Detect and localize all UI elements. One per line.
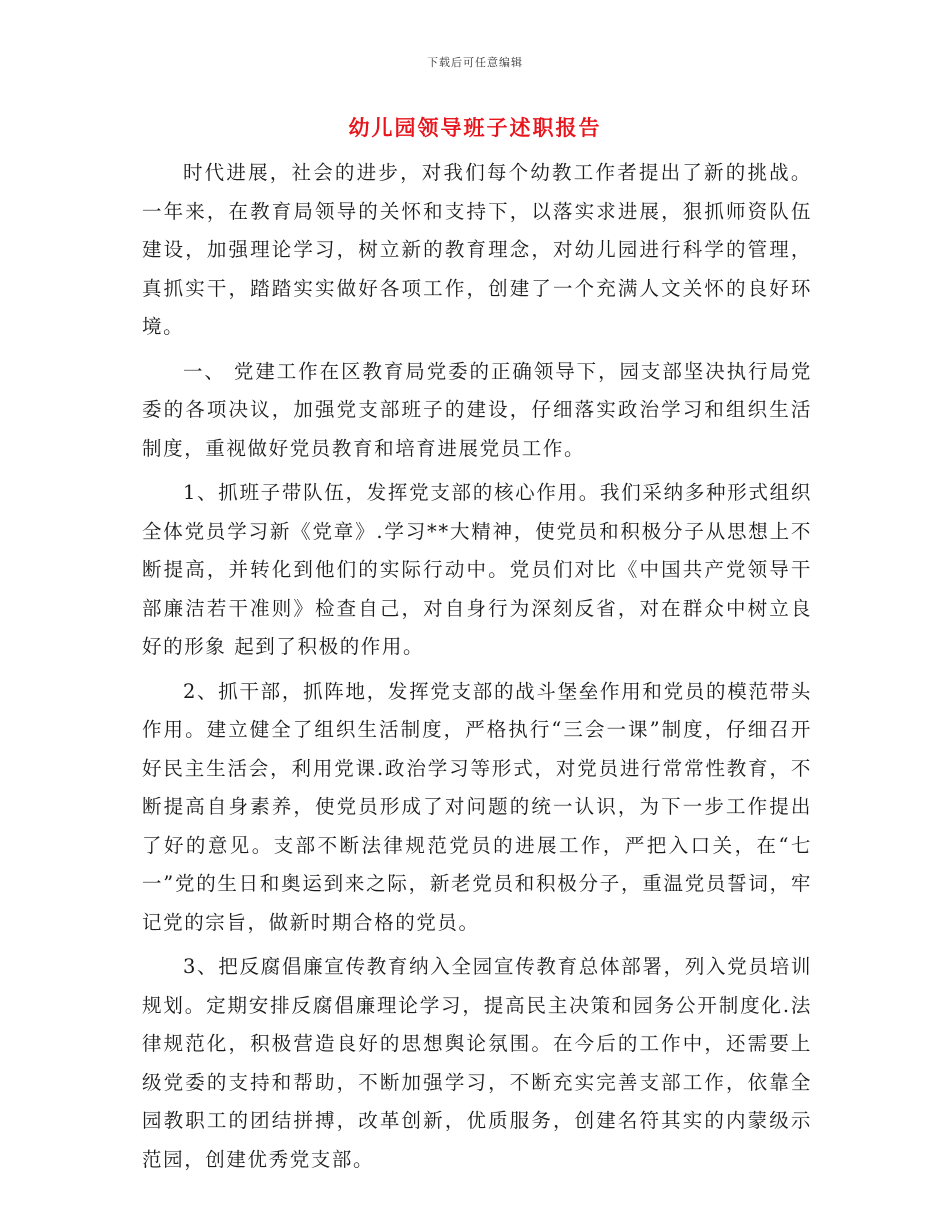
header-note: 下载后可任意编辑	[427, 56, 523, 69]
document-body	[142, 154, 812, 1185]
paragraph-intro: 时代进展，社会的进步，对我们每个幼教工作者提出了新的挑战。一年来，在教育局领导的关怀和支持下，以落实求进展，狠抓师资队伍建设，加强理论学习，树立新的教育理念，对幼儿园进行科学的管理，真抓实干，踏踏实实做好各项工作，创建了一个充满人文关怀的良好环境。	[142, 161, 812, 338]
paragraph-section-1: 一、 党建工作在区教育局党委的正确领导下，园支部坚决执行局党委的各项决议，加强党支部班子的建设，仔细落实政治学习和组织生活制度，重视做好党员教育和培育进展党员工作。	[142, 359, 812, 460]
paragraph-item-2: 2、抓干部，抓阵地，发挥党支部的战斗堡垒作用和党员的模范带头作用。建立健全了组织生活制度，严格执行“三会一课”制度，仔细召开好民主生活会，利用党课.政治学习等形式，对党员进行常常性教育，不断提高自身素养，使党员形成了对问题的统一认识，为下一步工作提出了好的意见。支部不断法律规范党员的进展工作，严把入口关，在“七一”党的生日和奥运到来之际，新老党员和积极分子，重温党员誓词，牢记党的宗旨，做新时期合格的党员。	[142, 679, 812, 934]
document-title: 幼儿园领导班子述职报告	[348, 115, 602, 140]
paragraph-item-1: 1、抓班子带队伍，发挥党支部的核心作用。我们采纳多种形式组织全体党员学习新《党章》.学习**大精神，使党员和积极分子从思想上不断提高，并转化到他们的实际行动中。党员们对比《中国共产党领导干部廉洁若干准则》检查自己，对自身行为深刻反省，对在群众中树立良好的形象 起到了积极的作用。	[142, 481, 812, 658]
paragraph-item-3: 3、把反腐倡廉宣传教育纳入全园宣传教育总体部署，列入党员培训规划。定期安排反腐倡廉理论学习，提高民主决策和园务公开制度化.法律规范化，积极营造良好的思想舆论氛围。在今后的工作中，还需要上级党委的支持和帮助，不断加强学习，不断充实完善支部工作，依靠全园教职工的团结拼搏，改革创新，优质服务，创建名符其实的内蒙级示范园，创建优秀党支部。	[142, 955, 812, 1171]
